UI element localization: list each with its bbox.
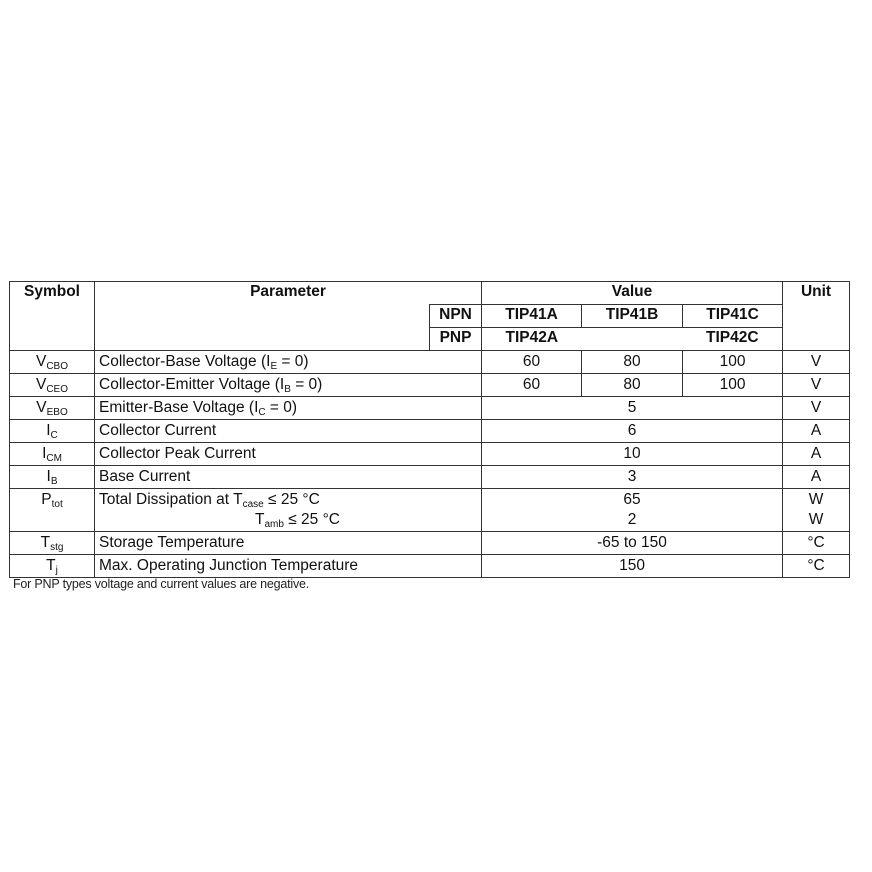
symbol-vebo: $V_{EBO}$ — [10, 397, 95, 420]
parameter-vebo: Emitter-Base Voltage $(I_C = 0)$ — [95, 397, 482, 420]
symbol-ptot: $P_{tot}$ — [10, 489, 95, 532]
unit-header: Unit — [783, 282, 850, 351]
value-vcbo-c: 100 — [683, 351, 783, 374]
npn-part-2: TIP41B — [582, 305, 683, 328]
unit-ptot — [783, 489, 850, 532]
symbol-icm: $I_{CM}$ — [10, 443, 95, 466]
row-icm — [10, 443, 850, 466]
value-vcbo-b: 80 — [582, 351, 683, 374]
row-tj — [10, 555, 850, 578]
row-vceo — [10, 374, 850, 397]
parameter-tstg: Storage Temperature — [95, 532, 482, 555]
symbol-tstg: $T_{stg}$ — [10, 532, 95, 555]
value-ptot-case: 65 — [623, 491, 641, 508]
unit-icm: A — [783, 443, 850, 466]
parameter-vceo: Collector-Emitter Voltage $(I_B = 0)$ — [95, 374, 482, 397]
unit-ptot-amb: W — [808, 511, 824, 528]
unit-tj: °C — [783, 555, 850, 578]
symbol-vcbo: $V_{CBO}$ — [10, 351, 95, 374]
pnp-part-3: TIP42C — [683, 328, 783, 351]
value-ptot-amb: 2 — [627, 511, 637, 528]
pnp-label: PNP — [430, 328, 482, 351]
unit-ic: A — [783, 420, 850, 443]
parameter-ptot-line2: $T_{amb} \le 25$ °C — [255, 511, 340, 530]
absolute-ratings-table-container — [9, 281, 850, 578]
absolute-ratings-table — [9, 281, 850, 578]
parameter-vcbo: Collector-Base Voltage $(I_E = 0)$ — [95, 351, 482, 374]
symbol-header: Symbol — [10, 282, 95, 351]
unit-tstg: °C — [783, 532, 850, 555]
npn-part-1: TIP41A — [482, 305, 582, 328]
value-vceo-c: 100 — [683, 374, 783, 397]
unit-ptot-case: W — [808, 491, 824, 508]
footnote: For PNP types voltage and current values are negative. — [13, 577, 310, 591]
row-ptot — [10, 489, 850, 532]
value-icm: 10 — [482, 443, 783, 466]
value-tj: 150 — [482, 555, 783, 578]
parameter-tj: Max. Operating Junction Temperature — [95, 555, 482, 578]
parameter-icm: Collector Peak Current — [95, 443, 482, 466]
npn-part-3: TIP41C — [683, 305, 783, 328]
parameter-header: Parameter — [95, 282, 482, 305]
parameter-ptot — [95, 489, 482, 532]
value-ib: 3 — [482, 466, 783, 489]
parameter-ib: Base Current — [95, 466, 482, 489]
value-tstg: -65 to 150 — [482, 532, 783, 555]
pnp-part-2 — [582, 328, 683, 351]
pnp-part-1: TIP42A — [482, 328, 582, 351]
symbol-ib: $I_B$ — [10, 466, 95, 489]
symbol-ic: $I_C$ — [10, 420, 95, 443]
symbol-tj: $T_j$ — [10, 555, 95, 578]
npn-label: NPN — [430, 305, 482, 328]
unit-ib: A — [783, 466, 850, 489]
value-ptot — [482, 489, 783, 532]
value-vceo-a: 60 — [482, 374, 582, 397]
value-vceo-b: 80 — [582, 374, 683, 397]
value-vcbo-a: 60 — [482, 351, 582, 374]
row-ib — [10, 466, 850, 489]
header-row-1 — [10, 282, 850, 305]
parameter-ic: Collector Current — [95, 420, 482, 443]
symbol-vceo: $V_{CEO}$ — [10, 374, 95, 397]
parameter-ptot-line1: Total Dissipation at $T_{case} \le 25$ °C — [99, 491, 320, 510]
unit-vcbo: V — [783, 351, 850, 374]
unit-vebo: V — [783, 397, 850, 420]
header-row-npn — [10, 305, 850, 328]
row-vcbo — [10, 351, 850, 374]
value-vebo: 5 — [482, 397, 783, 420]
value-ic: 6 — [482, 420, 783, 443]
row-ic — [10, 420, 850, 443]
row-tstg — [10, 532, 850, 555]
row-vebo — [10, 397, 850, 420]
value-header: Value — [482, 282, 783, 305]
parameter-header-spacer — [95, 305, 430, 351]
unit-vceo: V — [783, 374, 850, 397]
